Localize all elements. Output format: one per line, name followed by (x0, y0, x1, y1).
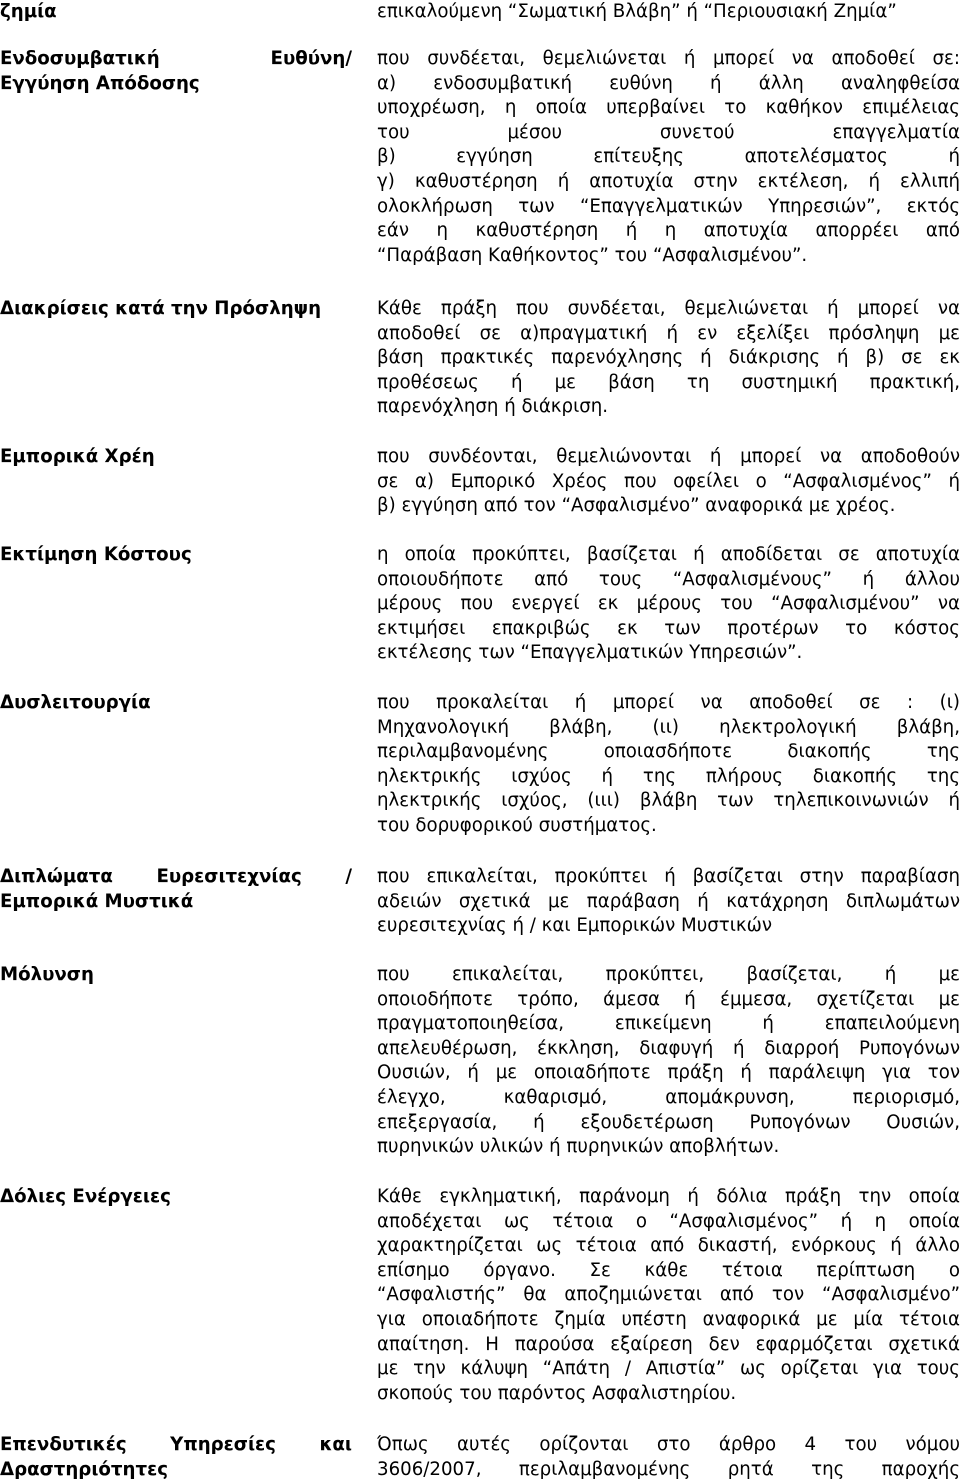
definition-line: Μηχανολογική βλάβη, (ιι) ηλεκτρολογική βλάβη, (377, 716, 960, 738)
term-heading (0, 691, 360, 716)
definition-line: β) εγγύηση από τον “Ασφαλισμένο” αναφορικά με χρέος. (377, 495, 896, 517)
definition-line: αποδοθεί σε α)πραγματική ή εν εξελίξει πρόσληψη με (377, 322, 960, 344)
definition-line: εκτέλεσης των “Επαγγελματικών Υπηρεσιών”. (377, 642, 803, 664)
definition-text (377, 543, 960, 666)
definition-line: χαρακτηρίζεται ως τέτοια από δικαστή, ενόρκους ή άλλο (377, 1235, 960, 1257)
term-heading (0, 865, 352, 914)
term-heading (0, 543, 360, 568)
definition-line: οποιοδήποτε τρόπο, άμεσα ή έμμεσα, σχετίζεται με (377, 988, 960, 1010)
definition-line: επεξεργασία, ή εξουδετέρωση Ρυπογόνων Ουσιών, (377, 1111, 960, 1133)
definition-line: σε α) Εμπορικό Χρέος που οφείλει ο “Ασφαλισμένος” ή (377, 470, 960, 492)
definition-line: του δορυφορικού συστήματος. (377, 814, 657, 836)
term-line: Διπλώματα Ευρεσιτεχνίας / (0, 866, 352, 887)
definition-line: υποχρέωση, η οποία υπερβαίνει το καθήκον επιμέλειας (377, 97, 960, 119)
definition-text (377, 1433, 960, 1482)
term-line: Δραστηριότητες (0, 1458, 168, 1480)
definition-line: αποδέχεται ως τέτοια ο “Ασφαλισμένος” ή η οποία (377, 1210, 960, 1232)
definition-text (377, 445, 960, 519)
definition-line: ηλεκτρικής ισχύος ή της πλήρους διακοπής της (377, 765, 960, 787)
definition-line: Κάθε εγκληματική, παράνομη ή δόλια πράξη την οποία (377, 1186, 960, 1207)
definition-line: που επικαλείται, προκύπτει, βασίζεται, ή με (377, 964, 960, 985)
definition-line: μέρους που ενεργεί εκ μέρους του “Ασφαλισμένου” να (377, 593, 960, 615)
term-line: Δόλιες Ενέργειες (0, 1186, 171, 1207)
definition-line: εκτιμήσει επακριβώς εκ των προτέρων το κόστος (377, 617, 960, 639)
definition-text (377, 691, 960, 839)
term-heading (0, 963, 360, 988)
definition-line: η οποία προκύπτει, βασίζεται ή αποδίδεται σε αποτυχία (377, 544, 960, 565)
definition-text (377, 47, 960, 268)
definition-line: σκοπούς του παρόντος Ασφαλιστηρίου. (377, 1382, 737, 1404)
definition-line: ολοκλήρωση των “Επαγγελματικών Υπηρεσιών”, εκτός (377, 195, 960, 217)
definition-line: “Παράβαση Καθήκοντος” του “Ασφαλισμένου”. (377, 244, 808, 266)
term-heading (0, 445, 360, 470)
definition-line: απαίτηση. Η παρούσα εξαίρεση δεν εφαρμόζεται σχετικά (377, 1333, 960, 1355)
definition-text (377, 0, 960, 25)
definition-line: περιλαμβανομένης οποιασδήποτε διακοπής της (377, 741, 960, 763)
term-line: Εμπορικά Χρέη (0, 446, 155, 467)
definition-text (377, 297, 960, 420)
term-line: Εγγύηση Απόδοσης (0, 72, 200, 94)
term-heading (0, 0, 360, 25)
definition-line: οποιουδήποτε από τους “Ασφαλισμένους” ή άλλου (377, 568, 960, 590)
term-heading (0, 47, 352, 96)
definition-line: επικαλούμενη “Σωματική Βλάβη” ή “Περιουσιακή Ζημία” (377, 1, 897, 22)
definition-line: γ) καθυστέρηση ή αποτυχία στην εκτέλεση, ή ελλιπή (377, 170, 960, 192)
term-line: Διακρίσεις κατά την Πρόσληψη (0, 298, 322, 319)
definition-text (377, 1185, 960, 1406)
term-line: Εκτίμηση Κόστους (0, 544, 192, 565)
term-line: ζημία (0, 1, 57, 22)
definition-line: α) ενδοσυμβατική ευθύνη ή άλλη αναληφθείσα (377, 72, 960, 94)
definition-line: που προκαλείται ή μπορεί να αποδοθεί σε : (ι) (377, 692, 960, 713)
definition-text (377, 963, 960, 1160)
term-line: Δυσλειτουργία (0, 692, 151, 713)
term-line: Επενδυτικές Υπηρεσίες και (0, 1434, 352, 1455)
definition-line: εάν η καθυστέρηση ή η αποτυχία απορρέει από (377, 220, 960, 242)
definition-line: που επικαλείται, προκύπτει ή βασίζεται στην παραβίαση (377, 866, 960, 887)
definition-line: που συνδέονται, θεμελιώνονται ή μπορεί να αποδοθούν (377, 446, 960, 467)
definition-line: 3606/2007, περιλαμβανομένης ρητά της παροχής (377, 1458, 960, 1480)
definition-line: έλεγχο, καθαρισμό, απομάκρυνση, περιορισμό, (377, 1086, 960, 1108)
term-heading (0, 297, 360, 322)
definition-line: Όπως αυτές ορίζονται στο άρθρο 4 του νόμου (377, 1434, 960, 1455)
definition-line: επίσημο όργανο. Σε κάθε τέτοια περίπτωση ο (377, 1259, 960, 1281)
term-line: Εμπορικά Μυστικά (0, 890, 194, 912)
definition-line: αδειών σχετικά με παράβαση ή κατάχρηση διπλωμάτων (377, 890, 960, 912)
definition-line: πραγματοποιηθείσα, επικείμενη ή επαπειλούμενη (377, 1013, 960, 1035)
definition-line: για οποιαδήποτε ζημία υπέστη αναφορικά με μία τέτοια (377, 1308, 960, 1330)
term-line: Μόλυνση (0, 964, 94, 985)
definition-line: Κάθε πράξη που συνδέεται, θεμελιώνεται ή μπορεί να (377, 298, 960, 319)
term-heading (0, 1433, 352, 1482)
definition-line: πυρηνικών υλικών ή πυρηνικών αποβλήτων. (377, 1136, 780, 1158)
definition-line: β) εγγύηση επίτευξης αποτελέσματος ή (377, 146, 960, 168)
definition-line: που συνδέεται, θεμελιώνεται ή μπορεί να αποδοθεί σε: (377, 48, 960, 69)
definition-line: “Ασφαλιστής” θα αποζημιώνεται από τον “Ασφαλισμένο” (377, 1284, 960, 1306)
definition-line: παρενόχληση ή διάκριση. (377, 396, 609, 418)
definition-line: βάση πρακτικές παρενόχλησης ή διάκρισης ή β) σε εκ (377, 347, 960, 369)
definition-line: προθέσεως ή με βάση τη συστημική πρακτική, (377, 371, 960, 393)
term-line: Ενδοσυμβατική Ευθύνη/ (0, 48, 352, 69)
definition-line: απελευθέρωση, έκκληση, διαφυγή ή διαρροή Ρυπογόνων (377, 1037, 960, 1059)
definition-text (377, 865, 960, 939)
definition-line: ηλεκτρικής ισχύος, (ιιι) βλάβη των τηλεπικοινωνιών ή (377, 790, 960, 812)
definition-line: του μέσου συνετού επαγγελματία (377, 121, 960, 143)
term-heading (0, 1185, 360, 1210)
definition-line: Ουσιών, ή με οποιαδήποτε πράξη ή παράλειψη για τον (377, 1062, 960, 1084)
definition-line: με την κάλυψη “Απάτη / Απιστία” ως ορίζεται για τους (377, 1358, 960, 1380)
definition-line: ευρεσιτεχνίας ή / και Εμπορικών Μυστικών (377, 915, 773, 937)
